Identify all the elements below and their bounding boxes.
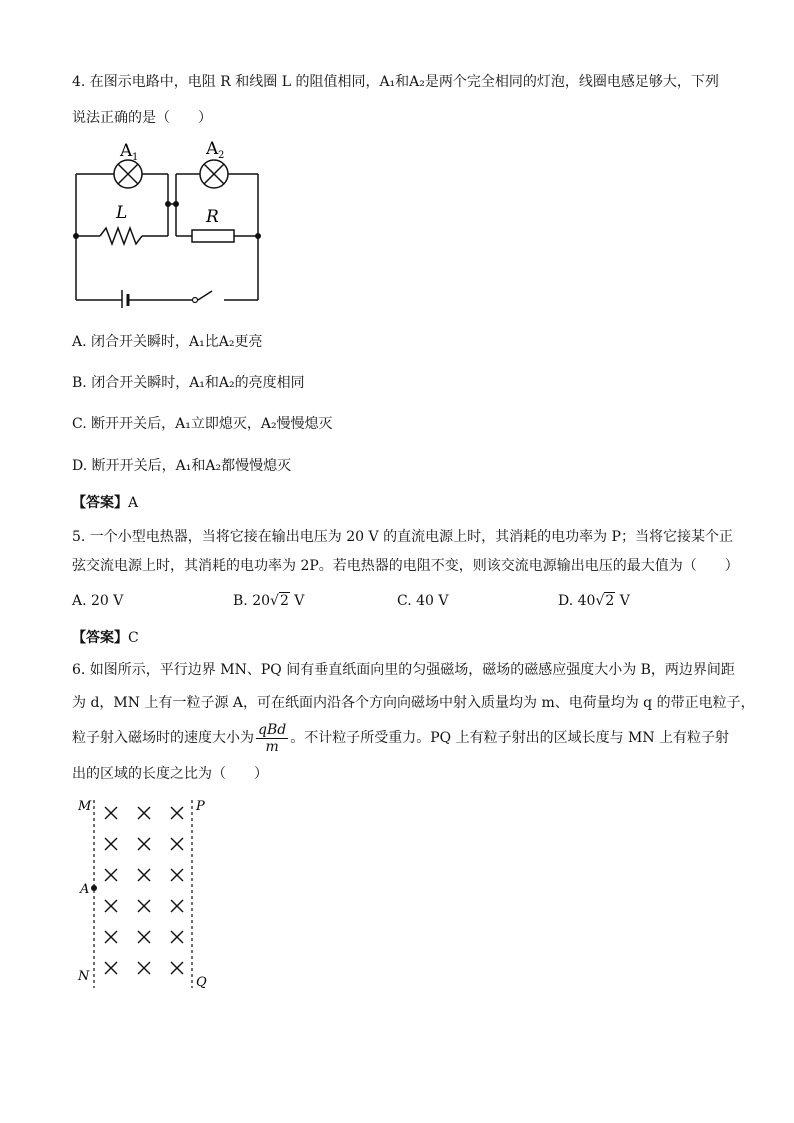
field-cross-icon	[105, 962, 117, 974]
field-cross-icon	[105, 931, 117, 943]
q4-option-a: A. 闭合开关瞬时，A₁比A₂更亮	[72, 334, 263, 350]
lamp-a2-label: A	[206, 139, 219, 159]
field-cross-icon	[171, 869, 183, 881]
field-cross-icon	[105, 900, 117, 912]
field-cross-icon	[171, 931, 183, 943]
velocity-fraction: $\frac{\text{qBd}}{m}$	[258, 721, 287, 755]
q5-text-line1: 5. 一个小型电热器，当将它接在输出电压为 20 V 的直流电源上时，其消耗的电功率为 P；当将它接某个正	[72, 529, 733, 545]
field-cross-icon	[171, 962, 183, 974]
q5-answer-value: C	[128, 630, 139, 646]
particle-source-dot	[91, 885, 97, 891]
lamp-a1-label: A	[120, 141, 133, 161]
q5-answer	[72, 628, 139, 648]
q5-option-a: A. 20 V	[72, 593, 124, 609]
inductor-label: L	[116, 203, 128, 223]
field-cross-icon	[138, 931, 150, 943]
q5-option-d: D. 40√2 V	[558, 593, 630, 609]
label-p: P	[196, 799, 205, 814]
lamp-a1-sub: 1	[132, 152, 139, 163]
q5-answer-tag: 【答案】	[72, 630, 128, 646]
q4-option-c: C. 断开开关后，A₁立即熄灭，A₂慢慢熄灭	[72, 416, 333, 432]
field-cross-icon	[105, 869, 117, 881]
q4-circuit-diagram	[70, 138, 270, 308]
q6-text-line4: 出的区域的长度之比为（ ）	[72, 766, 268, 782]
q5-option-c: C. 40 V	[397, 593, 449, 609]
q5-text-line2: 弦交流电源上时，其消耗的电功率为 2P。若电热器的电阻不变，则该交流电源输出电压的最大值为（ ）	[72, 558, 739, 574]
field-cross-icon	[171, 838, 183, 850]
field-cross-icon	[138, 869, 150, 881]
q4-answer-tag: 【答案】	[72, 495, 128, 511]
field-cross-icon	[138, 807, 150, 819]
field-cross-icon	[138, 962, 150, 974]
q4-answer	[72, 493, 138, 513]
q6-text-line3: 粒子射入磁场时的速度大小为 $\frac{\text{qBd}}{m}$ 。不计粒子所受重力。PQ 上有粒子射出的区域长度与 MN 上有粒子射	[72, 721, 730, 755]
field-cross-icon	[138, 838, 150, 850]
q4-answer-value: A	[128, 495, 139, 511]
label-n: N	[78, 969, 90, 984]
q4-text-line2: 说法正确的是（ ）	[72, 110, 212, 126]
field-cross-icon	[105, 807, 117, 819]
q5-option-b: B. 20√2 V	[233, 593, 305, 609]
lamp-a2-sub: 2	[218, 150, 225, 161]
field-cross-icon	[171, 900, 183, 912]
field-cross-icon	[138, 900, 150, 912]
q6-text-line1: 6. 如图所示，平行边界 MN、PQ 间有垂直纸面向里的匀强磁场，磁场的磁感应强度大小为 B，两边界间距	[72, 662, 735, 678]
q4-option-b: B. 闭合开关瞬时，A₁和A₂的亮度相同	[72, 375, 305, 391]
lamp-a1-icon	[114, 160, 142, 188]
label-m: M	[78, 799, 92, 814]
label-a: A	[80, 882, 90, 897]
resistor-label: R	[206, 207, 219, 227]
field-cross-icon	[105, 838, 117, 850]
q4-text-line1: 4. 在图示电路中，电阻 R 和线圈 L 的阻值相同，A₁和A₂是两个完全相同的灯泡，线圈电感足够大，下列	[72, 74, 719, 90]
field-cross-icon	[171, 807, 183, 819]
label-q: Q	[196, 975, 207, 990]
q4-option-d: D. 断开开关后，A₁和A₂都慢慢熄灭	[72, 458, 292, 474]
lamp-a2-icon	[200, 160, 228, 188]
q6-text-line2: 为 d，MN 上有一粒子源 A，可在纸面内沿各个方向向磁场中射入质量均为 m、电荷量均为 q 的带正电粒子，	[72, 695, 755, 711]
q6-magnetic-field-diagram	[74, 796, 214, 992]
